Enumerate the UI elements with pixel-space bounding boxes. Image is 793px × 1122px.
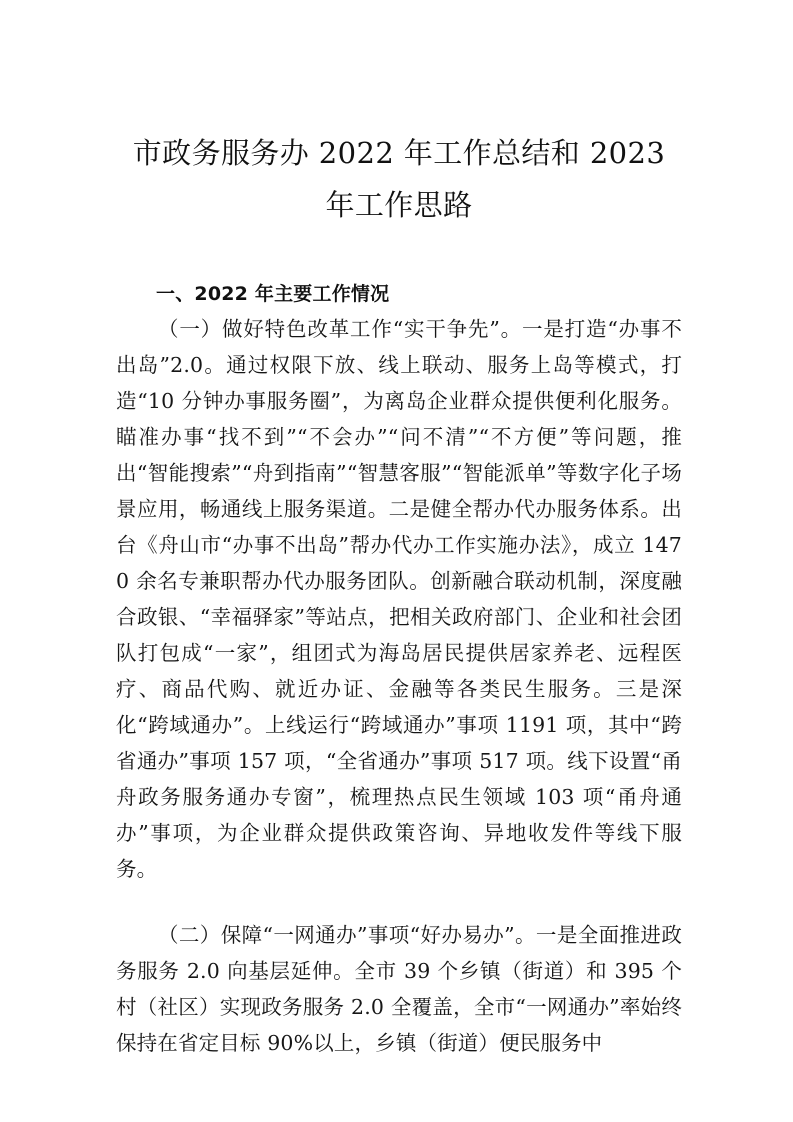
document-content [116,0,682,1061]
paragraph-1: （一）做好特色改革工作“实干争先”。一是打造“办事不出岛”2.0。通过权限下放、线上联动、服务上岛等模式，打造“10 分钟办事服务圈”，为离岛企业群众提供便利化服务。瞄准办事“找不到”“不会办”“问不清”“不方便”等问题，推出“智能搜索”“舟到指南”“智慧客服”“智能派单”等数字化子场景应用，畅通线上服务渠道。二是健全帮办代办服务体系。出台《舟山市“办事不出岛”帮办代办工作实施办法》，成立 1470 余名专兼职帮办代办服务团队。创新融合联动机制，深度融合政银、“幸福驿家”等站点，把相关政府部门、企业和社会团队打包成“一家”，组团式为海岛居民提供居家养老、远程医疗、商品代购、就近办证、金融等各类民生服务。三是深化“跨域通办”。上线运行“跨域通办”事项 1191 项，其中“跨省通办”事项 157 项，“全省通办”事项 517 项。线下设置“甬舟政务服务通办专窗”，梳理热点民生领域 103 项“甬舟通办”事项，为企业群众提供政策咨询、异地收发件等线下服务。 [116,317,682,881]
paragraph-2: （二）保障“一网通办”事项“好办易办”。一是全面推进政务服务 2.0 向基层延伸。全市 39 个乡镇（街道）和 395 个村（社区）实现政务服务 2.0 全覆盖，全市“一网通办”率始终保持在省定目标 90%以上，乡镇（街道）便民服务中 [116,923,682,1055]
section-heading-1: 一、2022 年主要工作情况 [156,283,390,305]
page-title: 市政务服务办 2022 年工作总结和 2023 年工作思路 [132,136,675,222]
